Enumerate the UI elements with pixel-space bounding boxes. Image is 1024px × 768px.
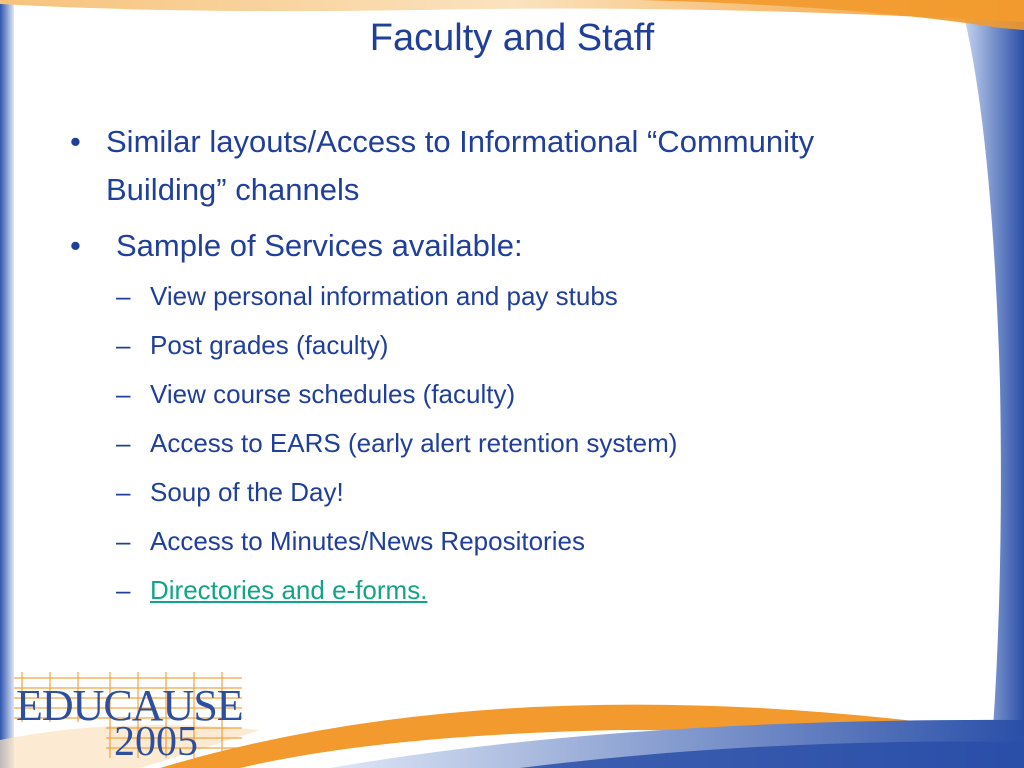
sub-bullet-item: [116, 423, 876, 463]
sub-bullet-item: [116, 374, 876, 414]
sub-bullet-text: Soup of the Day!: [150, 477, 344, 507]
sub-bullet-marker: –: [116, 575, 131, 605]
bullet-marker: •: [70, 228, 81, 263]
logo-year: 2005: [114, 719, 198, 765]
sub-bullet-marker: –: [116, 477, 131, 507]
sub-bullet-item: [116, 325, 876, 365]
sub-bullet-text: View course schedules (faculty): [150, 379, 516, 409]
directories-link[interactable]: Directories and e-forms.: [150, 575, 428, 605]
bullet-marker: •: [70, 124, 81, 159]
sub-bullet-link-wrap: [116, 570, 876, 610]
sub-bullet-item: [116, 521, 876, 561]
educause-logo: [10, 668, 250, 763]
sub-bullet-item: [116, 570, 876, 610]
bullet-item: [70, 118, 830, 214]
sub-bullet-text: View personal information and pay stubs: [150, 281, 618, 311]
sub-bullet-marker: –: [116, 281, 131, 311]
bullet-text: Similar layouts/Access to Informational “Community Building” channels: [106, 124, 815, 207]
sub-bullet-marker: –: [116, 526, 131, 556]
sub-bullet-item: [116, 472, 876, 512]
bullet-item: [70, 222, 830, 270]
sub-bullet-text: Post grades (faculty): [150, 330, 389, 360]
slide-title: Faculty and Staff: [369, 17, 655, 59]
bullet-text: Sample of Services available:: [116, 228, 523, 263]
sub-bullet-marker: –: [116, 330, 131, 360]
sub-bullet-text: Access to Minutes/News Repositories: [150, 526, 585, 556]
sub-bullet-text: Access to EARS (early alert retention system): [150, 428, 678, 458]
sub-bullet-marker: –: [116, 428, 131, 458]
sub-bullet-item: [116, 276, 876, 316]
sub-bullet-marker: –: [116, 379, 131, 409]
logo-wordmark: EDUCAUSE: [16, 681, 243, 730]
